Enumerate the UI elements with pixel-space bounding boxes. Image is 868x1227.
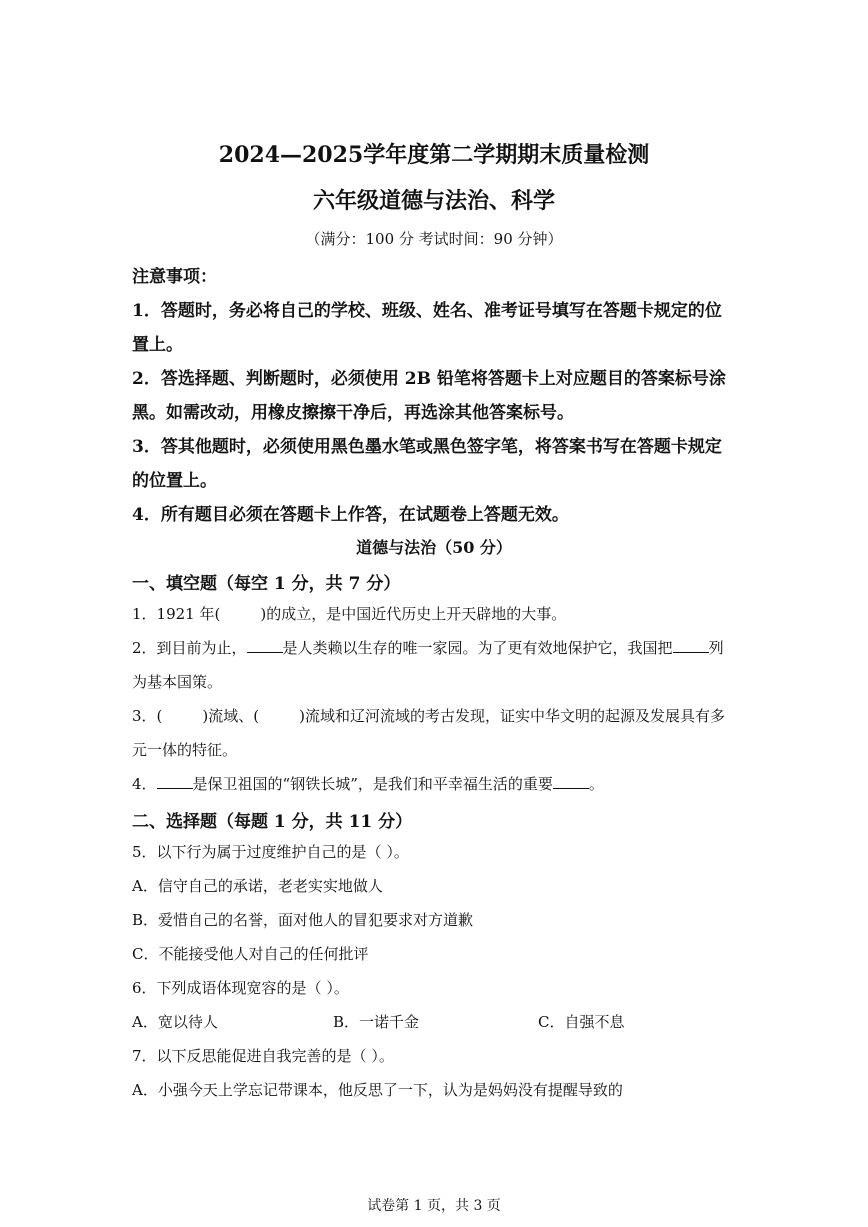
question-3 xyxy=(132,705,725,726)
note-3-line-1: 3．答其他题时，必须使用黑色墨水笔或黑色签字笔，将答案书写在答题卡规定 xyxy=(132,437,722,457)
question-5-option-b: B．爱惜自己的名誉，面对他人的冒犯要求对方道歉 xyxy=(132,911,474,929)
answer-blank xyxy=(157,773,193,789)
question-1 xyxy=(132,603,566,624)
question-6-option-a: A．宽以待人 xyxy=(132,1013,218,1031)
section-1-heading: 一、填空题（每空 1 分，共 7 分） xyxy=(132,574,401,594)
question-6-option-b: B．一诺千金 xyxy=(333,1013,420,1031)
answer-blank xyxy=(553,773,589,789)
answer-blank xyxy=(673,637,709,653)
question-5-option-a: A．信守自己的承诺，老老实实地做人 xyxy=(132,877,383,895)
note-1-line-2: 置上。 xyxy=(132,335,183,355)
q1-text-post: )的成立，是中国近代历史上开天辟地的大事。 xyxy=(260,605,567,623)
question-2 xyxy=(132,637,724,658)
question-6-option-c: C．自强不息 xyxy=(538,1013,625,1031)
question-2-line-2: 为基本国策。 xyxy=(132,673,223,691)
question-5-option-c: C．不能接受他人对自己的任何批评 xyxy=(132,945,369,963)
q2-text-pre: 2．到目前为止， xyxy=(132,639,247,657)
question-6: 6．下列成语体现宽容的是（ ）。 xyxy=(132,979,349,997)
q3-text-b: )流域、( xyxy=(202,707,260,725)
q4-text-mid: 是保卫祖国的“钢铁长城”，是我们和平幸福生活的重要 xyxy=(192,775,553,793)
q2-text-mid: 是人类赖以生存的唯一家园。为了更有效地保护它，我国把 xyxy=(282,639,673,657)
q2-text-post: 列 xyxy=(708,639,724,657)
note-1-line-1: 1．答题时，务必将自己的学校、班级、姓名、准考证号填写在答题卡规定的位 xyxy=(132,301,722,321)
section-2-heading: 二、选择题（每题 1 分，共 11 分） xyxy=(132,812,413,832)
question-3-line-2: 元一体的特征。 xyxy=(132,741,238,759)
q3-text-c: )流域和辽河流域的考古发现，证实中华文明的起源及发展具有多 xyxy=(299,707,725,725)
exam-title: 2024—2025学年度第二学期期末质量检测 xyxy=(218,142,650,168)
note-2-line-1: 2．答选择题、判断题时，必须使用 2B 铅笔将答题卡上对应题目的答案标号涂 xyxy=(132,369,726,389)
part-title: 道德与法治（50 分） xyxy=(356,538,512,557)
exam-subject: 六年级道德与法治、科学 xyxy=(312,188,555,214)
note-3-line-2: 的位置上。 xyxy=(132,471,217,491)
q3-text-a: 3．( xyxy=(132,707,163,725)
question-4 xyxy=(132,773,604,794)
notes-heading: 注意事项： xyxy=(132,267,217,287)
answer-blank xyxy=(247,637,283,653)
question-7: 7．以下反思能促进自我完善的是（ ）。 xyxy=(132,1047,394,1065)
q1-text-pre: 1．1921 年( xyxy=(132,605,221,623)
page-footer: 试卷第 1 页，共 3 页 xyxy=(367,1198,501,1214)
q4-text-pre: 4． xyxy=(132,775,157,793)
question-7-option-a: A．小强今天上学忘记带课本，他反思了一下，认为是妈妈没有提醒导致的 xyxy=(132,1081,623,1099)
exam-info: （满分：100 分 考试时间：90 分钟） xyxy=(305,230,563,248)
q4-text-post: 。 xyxy=(588,775,604,793)
question-5: 5．以下行为属于过度维护自己的是（ ）。 xyxy=(132,843,409,861)
note-4: 4．所有题目必须在答题卡上作答，在试题卷上答题无效。 xyxy=(132,505,569,525)
note-2-line-2: 黑。如需改动，用橡皮擦擦干净后，再选涂其他答案标号。 xyxy=(132,403,574,423)
